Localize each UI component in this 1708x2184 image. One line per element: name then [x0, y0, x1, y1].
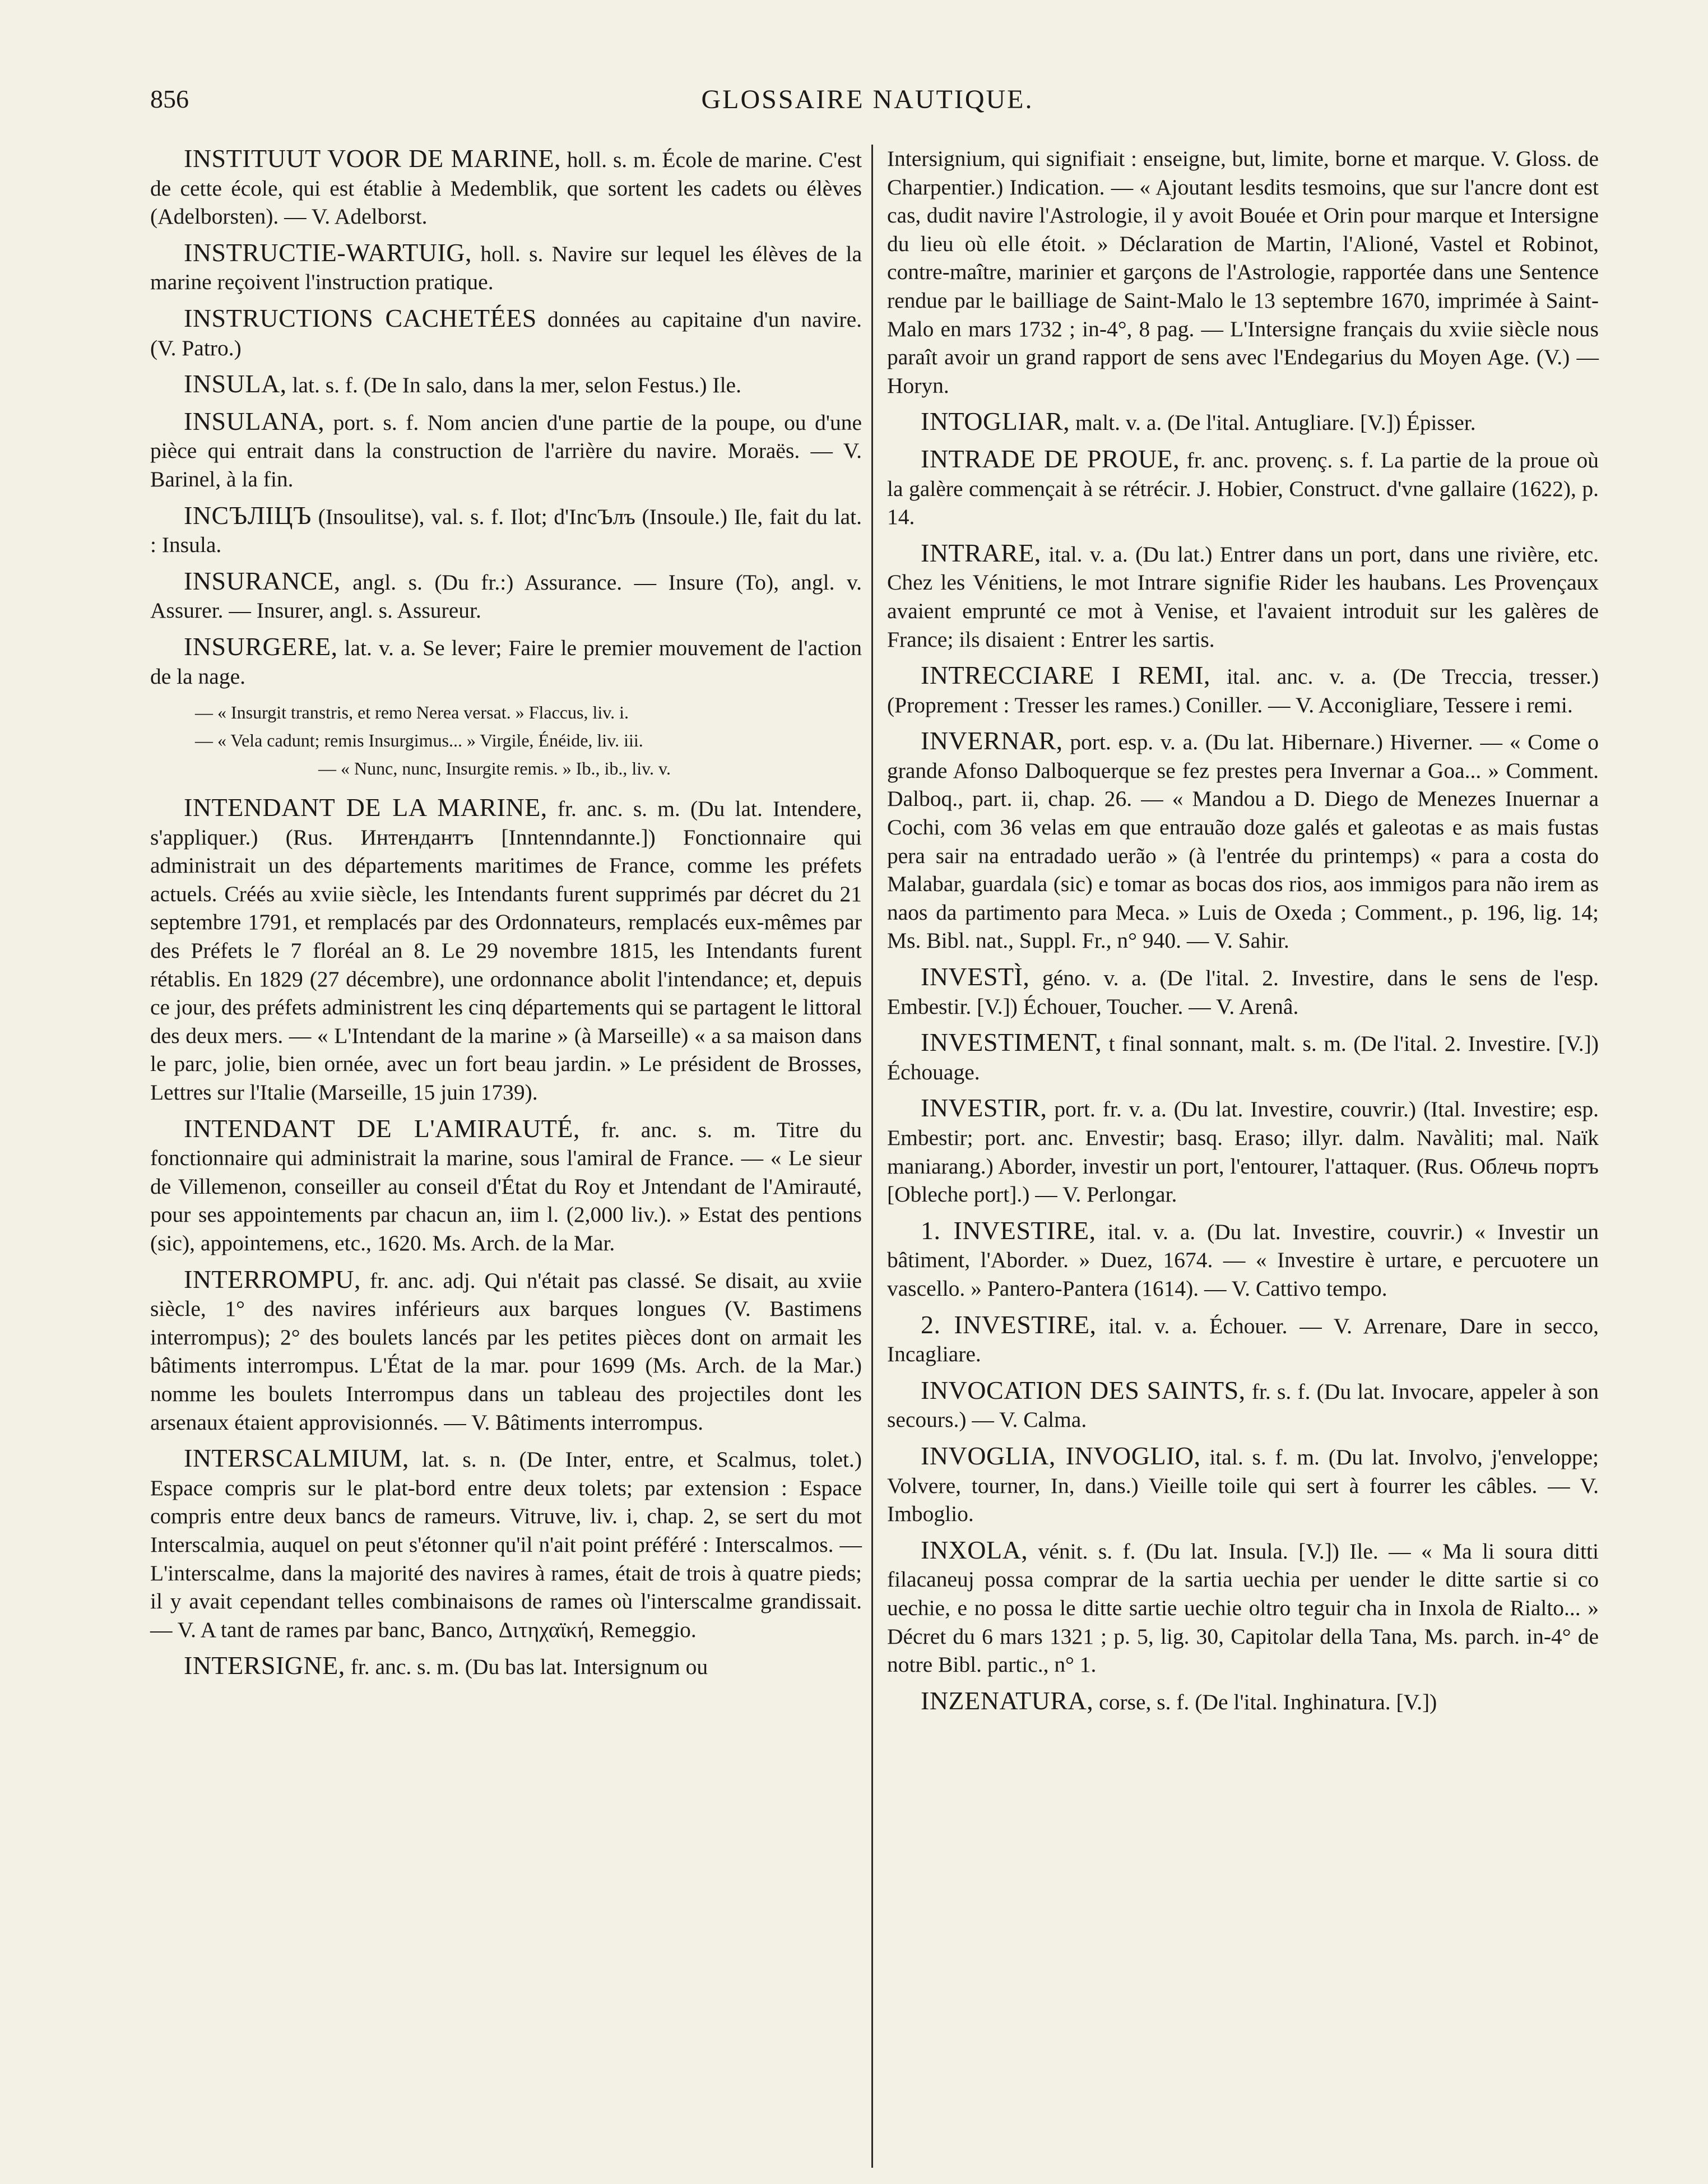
entry-text: ital. anc. v. a. (De Treccia, tresser.) (Proprement : Tresser les rames.) Coniller. — V. Acconigliare, Tessere i remi. — [887, 664, 1599, 717]
quotation-line: — « Insurgit transtris, et remo Nerea versat. » Flaccus, liv. i. — [195, 702, 629, 723]
glossary-entry — [150, 407, 862, 494]
entry-headword: INTRADE DE PROUE, — [921, 444, 1180, 473]
glossary-entry — [887, 1311, 1599, 1369]
entry-headword: INVESTIMENT, — [921, 1028, 1102, 1057]
glossary-entry — [887, 1376, 1599, 1434]
column-divider — [871, 145, 873, 2168]
glossary-entry — [150, 567, 862, 625]
entry-headword: INVESTÌ, — [921, 962, 1030, 991]
glossary-entry — [887, 407, 1599, 437]
glossary-entry — [150, 1115, 862, 1258]
right-column — [887, 145, 1599, 1724]
entry-headword: INVESTIR, — [921, 1093, 1047, 1123]
entry-headword: INVERNAR, — [921, 726, 1063, 755]
entry-headword: INCЪЛІЦЪ — [184, 500, 312, 530]
glossary-entry — [887, 539, 1599, 653]
entry-text: port. esp. v. a. (Du lat. Hibernare.) Hiverner. — « Come o grande Afonso Dalboquerque se fez prestes pera Invernar a Goa... » Comment. Dalboq., part. ii, chap. 26. — « Mandou a D. Diego de Menezes Inuernar a Cochi, com 36 velas em que entrauão doze galés et galeotas e as mais fustas pera sair na entradado uerão » (à l'entrée du printemps) « para a costa do Malabar, guardala (sic) e tomar as bocas dos rios, aos immigos para não irem as naos da partimento para Meca. » Luis de Oxeda ; Comment., p. 196, lig. 14; Ms. Bibl. nat., Suppl. Fr., n° 940. — V. Sahir. — [887, 730, 1599, 953]
glossary-entry — [887, 661, 1599, 719]
entry-text: fr. anc. adj. Qui n'était pas classé. Se disait, au xviie siècle, 1° des navires inférieurs aux barques longues (V. Bastimens interrompus); 2° des boulets lancés par les petites pièces dont on armait les bâtiments interrompus. L'État de la mar. pour 1699 (Ms. Arch. de la Mar.) nomme les boulets Interrompus dans un tableau des projectiles dont les arsenaux étaient approvisionnés. — V. Bâtiments interrompus. — [150, 1268, 862, 1435]
entry-headword: INSTITUUT VOOR DE MARINE, — [184, 144, 561, 173]
glossary-entry — [887, 963, 1599, 1021]
entry-headword: 1. INVESTIRE, — [921, 1216, 1096, 1245]
entry-text: lat. s. n. (De Inter, entre, et Scalmus, tolet.) Espace compris sur le plat-bord entre deux tolets; par extension : Espace compris entre deux bancs de rameurs. Vitruve, liv. i, chap. 2, se sert du mot Interscalmia, auquel on peut s'étonner qu'il n'ait point préféré : Interscalmos. — L'interscalme, dans la majorité des navires à rames, était de trois à quatre pieds; il y avait cependant telles combinaisons de rames où l'interscalme grandissait. — V. A tant de rames par banc, Banco, Διτηχαϊκή, Remeggio. — [150, 1447, 862, 1642]
entry-headword: INTERROMPU, — [184, 1264, 361, 1293]
glossary-entry-continued — [887, 145, 1599, 400]
glossary-entry — [887, 1687, 1599, 1717]
glossary-entry — [887, 445, 1599, 531]
entry-text: vénit. s. f. (Du lat. Insula. [V.]) Ile. — « Ma li soura ditti filacaneuj possa comprar de la sartia uechia per uender le ditte sartie si co uechie, e no possa le ditte sartie uechie oltro teguir cha in Inxola de Rialto... » Décret du 6 mars 1321 ; p. 5, lig. 30, Capitolar della Tana, Ms. parch. in-4° de notre Bibl. partic., n° 1. — [887, 1538, 1599, 1677]
entry-headword: INTENDANT DE L'AMIRAUTÉ, — [184, 1114, 580, 1143]
glossary-entry — [150, 633, 862, 690]
entry-headword: INTOGLIAR, — [921, 407, 1070, 436]
glossary-entry — [887, 1536, 1599, 1679]
entry-headword: INSTRUCTIONS CACHETÉES — [184, 303, 537, 332]
entry-text: géno. v. a. (De l'ital. 2. Investire, dans le sens de l'esp. Embestir. [V.]) Échouer, Toucher. — V. Arenâ. — [887, 966, 1599, 1019]
quotation-line: — « Nunc, nunc, Insurgite remis. » Ib., ib., liv. v. — [318, 758, 671, 779]
glossary-entry — [150, 794, 862, 1107]
glossary-entry — [887, 1094, 1599, 1208]
entry-headword: INVOCATION DES SAINTS, — [921, 1375, 1246, 1404]
entry-headword: 2. INVESTIRE, — [921, 1310, 1097, 1339]
entry-text: ital. v. a. (Du lat.) Entrer dans un port, dans une rivière, etc. Chez les Vénitiens, le mot Intrare signifie Rider les haubans. Les Provençaux avaient emprunté ce mot à Venise, et l'avaient introduit sur les galères de France; ils disaient : Entrer les sartis. — [887, 541, 1599, 652]
glossary-entry — [887, 1442, 1599, 1528]
page-header — [150, 84, 1585, 123]
glossary-entry — [150, 304, 862, 362]
entry-headword: INSTRUCTIE-WARTUIG, — [184, 238, 472, 267]
quotation-block — [150, 698, 862, 782]
glossary-entry — [150, 1444, 862, 1644]
glossary-entry — [887, 727, 1599, 955]
page-number: 856 — [150, 85, 189, 113]
entry-text: corse, s. f. (De l'ital. Inghinatura. [V.]) — [1093, 1689, 1437, 1714]
entry-text: holl. s. Navire sur lequel les élèves de la marine reçoivent l'instruction pratique. — [150, 241, 862, 295]
entry-headword: INTERSIGNE, — [184, 1651, 345, 1680]
entry-text: lat. v. a. Se lever; Faire le premier mouvement de l'action de la nage. — [150, 635, 862, 689]
entry-text: fr. anc. s. m. (Du bas lat. Intersignum ou — [345, 1654, 708, 1680]
glossary-entry — [887, 1028, 1599, 1086]
entry-text: données au capitaine d'un navire. (V. Patro.) — [150, 307, 862, 360]
entry-text: t final sonnant, malt. s. m. (De l'ital. 2. Investire. [V.]) Échouage. — [887, 1031, 1599, 1084]
entry-text: malt. v. a. (De l'ital. Antugliare. [V.]) Épisser. — [1070, 410, 1476, 435]
glossary-entry — [150, 1652, 862, 1681]
quotation-line: — « Vela cadunt; remis Insurgimus... » Virgile, Énéide, liv. iii. — [195, 730, 643, 751]
entry-headword: INVOGLIA, INVOGLIO, — [921, 1441, 1201, 1470]
left-column — [150, 145, 862, 1689]
entry-headword: INTENDANT DE LA MARINE, — [184, 793, 547, 822]
entry-headword: INTRECCIARE I REMI, — [921, 661, 1211, 690]
entry-text: port. s. f. Nom ancien d'une partie de la poupe, ou d'une pièce qui entrait dans la construction de l'arrière du navire. Moraës. — V. Barinel, à la fin. — [150, 410, 862, 491]
entry-text: angl. s. (Du fr.:) Assurance. — Insure (To), angl. v. Assurer. — Insurer, angl. s. Assureur. — [150, 569, 862, 623]
entry-text: fr. anc. s. m. Titre du fonctionnaire qui administrait la marine, sous l'amiral de France. — « Le sieur de Villemenon, conseiller au conseil d'État du Roy et Jntendant de l'Amirauté, pour ses appointements par chacun an, iim l. (2,000 liv.). » Estat des pentions (sic), appointemens, etc., 1620. Ms. Arch. de la Mar. — [150, 1117, 862, 1255]
entry-headword: INSURGERE, — [184, 632, 338, 661]
entry-text: lat. s. f. (De In salo, dans la mer, selon Festus.) Ile. — [286, 373, 741, 398]
glossary-entry — [887, 1217, 1599, 1303]
glossary-entry — [150, 502, 862, 559]
entry-text: (Insoulitse), val. s. f. Ilot; d'IncЪлъ (Insoule.) Ile, fait du lat. : Insula. — [150, 504, 862, 558]
entry-text: fr. anc. provenç. s. f. La partie de la proue où la galère commençait à se rétrécir. J. Hobier, Construct. d'vne gallaire (1622), p. 14. — [887, 447, 1599, 530]
entry-headword: INSULA, — [184, 369, 287, 398]
entry-text: Intersignium, qui signifiait : enseigne, but, limite, borne et marque. V. Gloss. de Charpentier.) Indication. — « Ajoutant lesdits tesmoins, que sur l'ancre dont est cas, dudit navire l'Astrologie, il y avoit Bouée et Orin pour marque et Intersigne du lieu où elle étoit. » Déclaration de Martin, l'Alioné, Vastel et Robinot, contre-maître, marinier et garçons de l'Astrologie, rapportée dans une Sentence rendue par le bailliage de Saint-Malo le 13 septembre 1670, imprimée à Saint-Malo en mars 1732 ; in-4°, 8 pag. — L'Intersigne français du xviie siècle nous paraît avoir un grand rapport de sens avec l'Endegarius du Moyen Age. (V.) — Horyn. — [887, 146, 1599, 398]
entry-text: port. fr. v. a. (Du lat. Investire, couvrir.) (Ital. Investire; esp. Embestir; port. anc. Envestir; basq. Eraso; illyr. dalm. Navàliti; mal. Naïk maniarang.) Aborder, investir un port, l'entourer, l'attaquer. (Rus. Облечь портъ [Obleche port].) — V. Perlongar. — [887, 1097, 1599, 1207]
entry-text: ital. v. a. (Du lat. Investire, couvrir.) « Investir un bâtiment, l'Aborder. » Duez, 1674. — « Investire è urtare, e percuotere un vascello. » Pantero-Pantera (1614). — V. Cattivo tempo. — [887, 1219, 1599, 1301]
entry-text: ital. s. f. m. (Du lat. Involvo, j'enveloppe; Volvere, tourner, In, dans.) Vieille toile qui sert à fourrer les câbles. — V. Imboglio. — [887, 1444, 1599, 1527]
entry-headword: INSURANCE, — [184, 566, 341, 595]
entry-headword: INTRARE, — [921, 538, 1041, 567]
running-title: GLOSSAIRE NAUTIQUE. — [701, 85, 1034, 114]
entry-headword: INXOLA, — [921, 1535, 1028, 1564]
entry-text: fr. s. f. (Du lat. Invocare, appeler à son secours.) — V. Calma. — [887, 1379, 1599, 1432]
glossary-entry — [150, 145, 862, 231]
glossary-entry — [150, 239, 862, 296]
glossary-entry — [150, 370, 862, 400]
entry-headword: INTERSCALMIUM, — [184, 1444, 409, 1473]
glossary-entry — [150, 1265, 862, 1437]
entry-headword: INZENATURA, — [921, 1686, 1094, 1715]
entry-headword: INSULANA, — [184, 406, 325, 435]
entry-text: fr. anc. s. m. (Du lat. Intendere, s'appliquer.) (Rus. Интендантъ [Inntenndannte.]) Fonctionnaire qui administrait un des départements maritimes de France, comme les préfets actuels. Créés au xviie siècle, les Intendants furent supprimés par décret du 21 septembre 1791, et remplacés par des Ordonnateurs, remplacés eux-mêmes par des Préfets le 7 floréal an 8. Le 29 novembre 1815, les Intendants furent rétablis. En 1829 (27 décembre), une ordonnance abolit l'intendance; et, depuis ce jour, des préfets administrent les cinq départements qui se partagent le littoral des deux mers. — « L'Intendant de la marine » (à Marseille) « a sa maison dans le parc, jolie, bien ornée, avec un fort beau jardin. » Le président de Brosses, Lettres sur l'Italie (Marseille, 15 juin 1739). — [150, 796, 862, 1105]
entry-text: holl. s. m. École de marine. C'est de cette école, qui est établie à Medemblik, que sortent les cadets ou élèves (Adelborsten). — V. Adelborst. — [150, 147, 862, 229]
entry-text: ital. v. a. Échouer. — V. Arrenare, Dare in secco, Incagliare. — [887, 1313, 1599, 1367]
